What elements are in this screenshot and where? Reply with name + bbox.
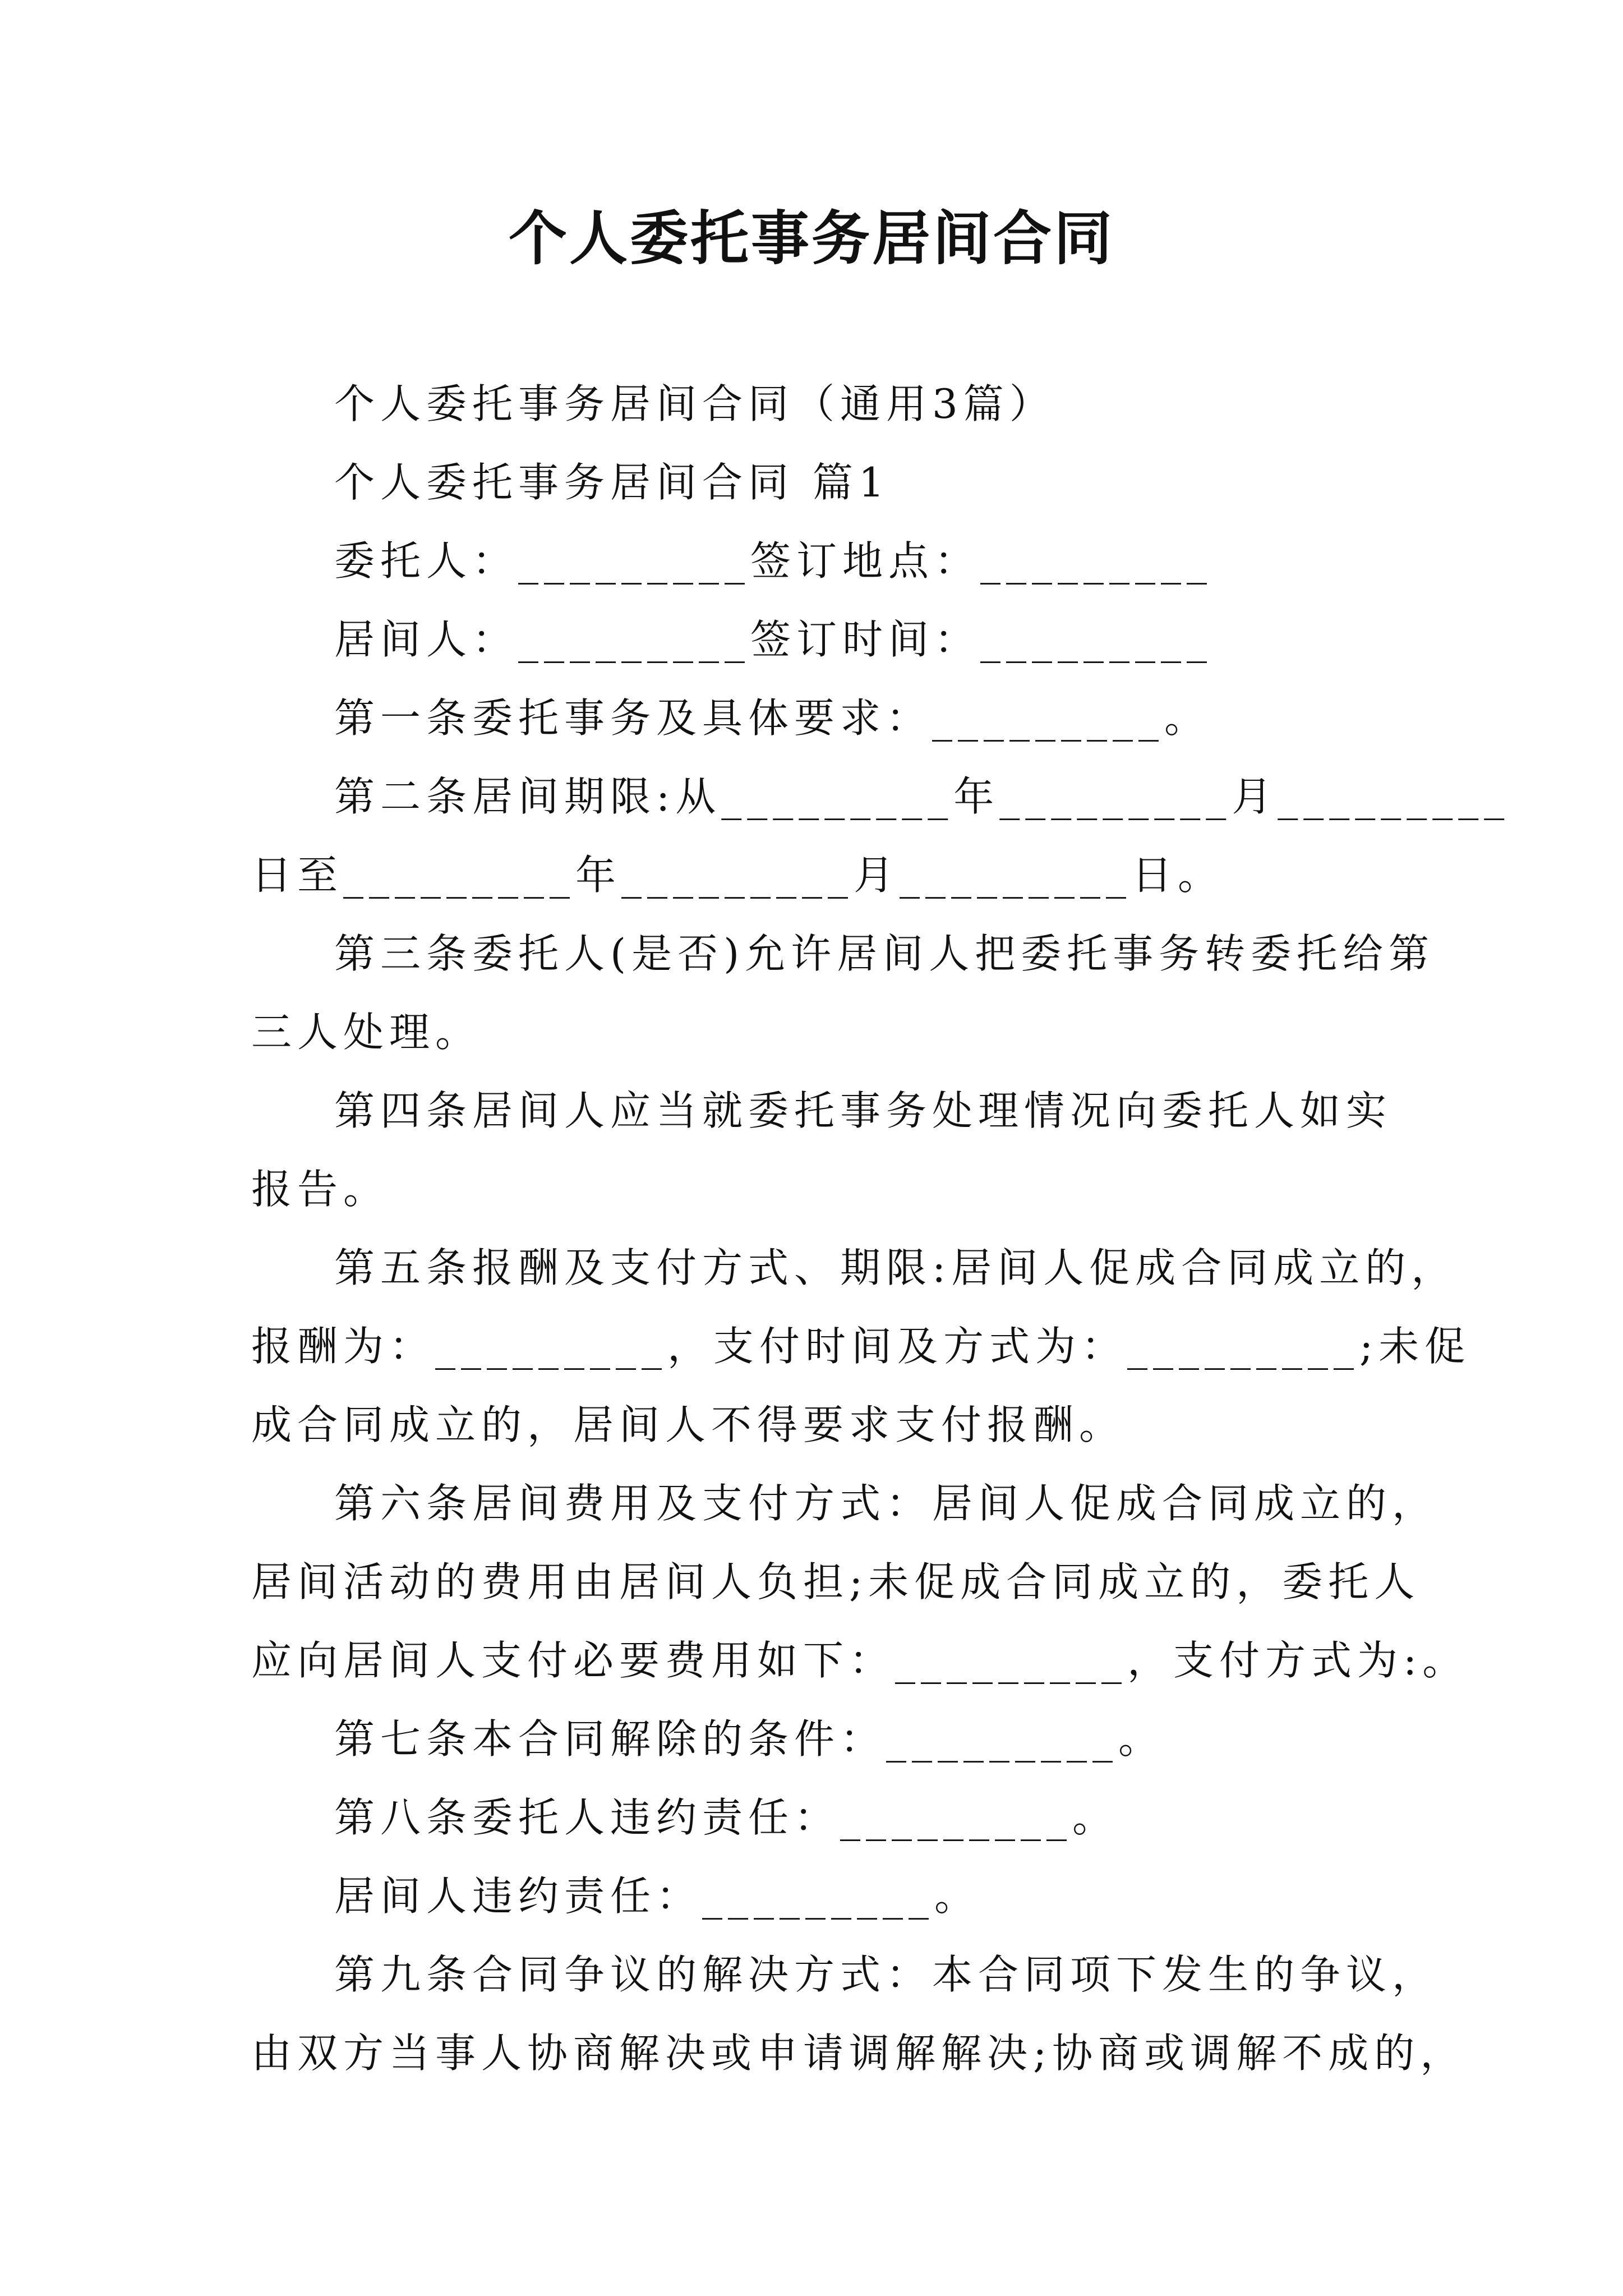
clause-5-line-1: 第五条报酬及支付方式、期限:居间人促成合同成立的， bbox=[334, 1244, 1458, 1291]
line-intermediary: 居间人：_________签订时间：_________ bbox=[334, 616, 1213, 663]
clause-1: 第一条委托事务及具体要求：_________。 bbox=[334, 694, 1211, 742]
clause-6-line-2: 居间活动的费用由居间人负担;未促成合同成立的，委托人 bbox=[251, 1558, 1421, 1605]
section-heading: 个人委托事务居间合同 篇1 bbox=[334, 459, 890, 506]
clause-9-line-2: 由双方当事人协商解决或申请调解解决;协商或调解不成的， bbox=[251, 2030, 1467, 2077]
clause-3-line-2: 三人处理。 bbox=[251, 1009, 482, 1056]
clause-7: 第七条本合同解除的条件：_________。 bbox=[334, 1715, 1165, 1763]
clause-5-line-2: 报酬为：_________，支付时间及方式为：_________;未促 bbox=[251, 1323, 1471, 1370]
line-entrusting-party: 委托人：_________签订地点：_________ bbox=[334, 537, 1213, 585]
clause-4-line-1: 第四条居间人应当就委托事务处理情况向委托人如实 bbox=[334, 1087, 1393, 1134]
clause-8: 第八条委托人违约责任：_________。 bbox=[334, 1794, 1119, 1841]
document-body bbox=[251, 365, 1510, 2092]
clause-6-line-1: 第六条居间费用及支付方式：居间人促成合同成立的， bbox=[334, 1480, 1438, 1527]
clause-5-line-3: 成合同成立的，居间人不得要求支付报酬。 bbox=[251, 1401, 1126, 1448]
clause-8-intermediary: 居间人违约责任：_________。 bbox=[334, 1872, 981, 1920]
clause-9-line-1: 第九条合同争议的解决方式：本合同项下发生的争议， bbox=[334, 1951, 1438, 1998]
clause-3-line-1: 第三条委托人(是否)允许居间人把委托事务转委托给第 bbox=[334, 930, 1435, 977]
clause-2-line-2: 日至_________年_________月_________日。 bbox=[251, 852, 1224, 899]
clause-4-line-2: 报告。 bbox=[251, 1166, 390, 1213]
document-title: 个人委托事务居间合同 bbox=[508, 204, 1114, 273]
clause-2-line-1: 第二条居间期限:从_________年_________月_________ bbox=[334, 773, 1510, 820]
document-subtitle: 个人委托事务居间合同（通用3篇） bbox=[334, 380, 1055, 427]
clause-6-line-3: 应向居间人支付必要费用如下：_________，支付方式为:。 bbox=[251, 1637, 1469, 1684]
